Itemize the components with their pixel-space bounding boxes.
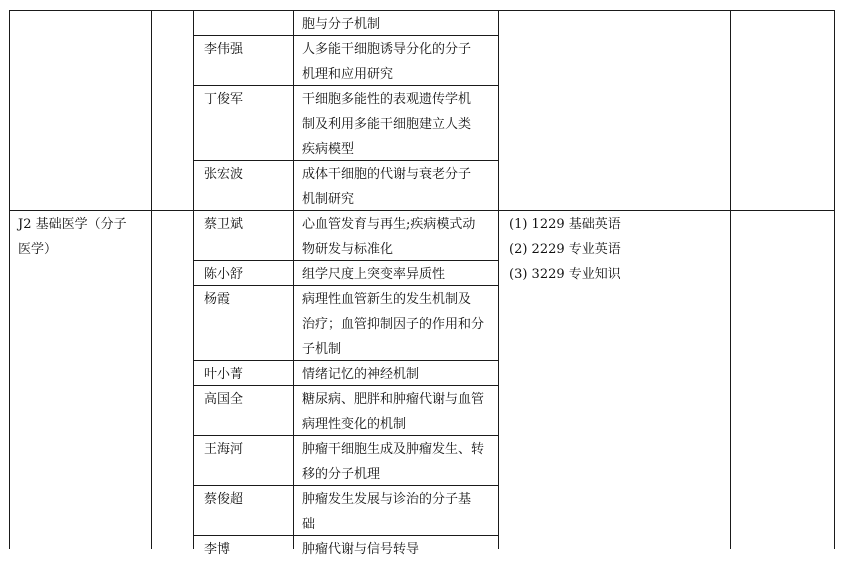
research-direction: 干细胞多能性的表观遗传学机 bbox=[302, 92, 472, 107]
teacher-name: 杨霞 bbox=[204, 292, 231, 307]
research-direction: 肿瘤发生发展与诊治的分子基 bbox=[302, 492, 472, 507]
research-direction: 机理和应用研究 bbox=[302, 67, 394, 82]
teacher-name: 王海河 bbox=[204, 442, 244, 457]
row-divider bbox=[193, 160, 499, 161]
row-divider bbox=[193, 285, 499, 286]
column-border-c1 bbox=[151, 10, 152, 549]
row-divider bbox=[193, 210, 499, 211]
column-border-left bbox=[9, 10, 10, 549]
research-direction: 制及利用多能干细胞建立人类 bbox=[302, 117, 472, 132]
teacher-name: 陈小舒 bbox=[204, 267, 244, 282]
research-direction: 组学尺度上突变率异质性 bbox=[302, 267, 446, 282]
research-direction: 病理性变化的机制 bbox=[302, 417, 407, 432]
research-direction: 础 bbox=[302, 517, 316, 532]
research-direction: 移的分子机理 bbox=[302, 467, 381, 482]
row-divider bbox=[193, 260, 499, 261]
research-direction: 肿瘤代谢与信号转导 bbox=[302, 542, 420, 557]
major-name: 医学） bbox=[18, 242, 58, 257]
row-divider bbox=[193, 360, 499, 361]
research-direction: 肿瘤干细胞生成及肿瘤发生、转 bbox=[302, 442, 485, 457]
teacher-name: 叶小菁 bbox=[204, 367, 244, 382]
row-divider bbox=[193, 535, 499, 536]
research-direction: 人多能干细胞诱导分化的分子 bbox=[302, 42, 472, 57]
research-direction: 机制研究 bbox=[302, 192, 355, 207]
teacher-name: 李伟强 bbox=[204, 42, 244, 57]
major-name: J2 基础医学（分子 bbox=[18, 217, 127, 232]
column-border-c3 bbox=[293, 10, 294, 549]
exam-subject: (2) 2229 专业英语 bbox=[509, 242, 621, 257]
research-direction: 心血管发育与再生;疾病模式动 bbox=[302, 217, 476, 232]
teacher-name: 丁俊军 bbox=[204, 92, 244, 107]
research-direction: 子机制 bbox=[302, 342, 342, 357]
row-divider bbox=[193, 35, 499, 36]
teacher-name: 高国全 bbox=[204, 392, 244, 407]
teacher-name: 蔡俊超 bbox=[204, 492, 244, 507]
research-direction: 病理性血管新生的发生机制及 bbox=[302, 292, 472, 307]
row-divider bbox=[193, 435, 499, 436]
exam-subject: (1) 1229 基础英语 bbox=[509, 217, 621, 232]
research-direction: 成体干细胞的代谢与衰老分子 bbox=[302, 167, 472, 182]
table-top-border bbox=[9, 10, 835, 11]
teacher-name: 张宏波 bbox=[204, 167, 244, 182]
research-direction: 情绪记忆的神经机制 bbox=[302, 367, 420, 382]
row-divider bbox=[193, 85, 499, 86]
column-border-right bbox=[834, 10, 835, 549]
teacher-name: 李博 bbox=[204, 542, 231, 557]
column-border-c5 bbox=[730, 10, 731, 549]
research-direction: 疾病模型 bbox=[302, 142, 355, 157]
exam-subject: (3) 3229 专业知识 bbox=[509, 267, 621, 282]
research-direction: 治疗；血管抑制因子的作用和分 bbox=[302, 317, 485, 332]
column-border-c4 bbox=[498, 10, 499, 549]
research-direction: 糖尿病、肥胖和肿瘤代谢与血管 bbox=[302, 392, 485, 407]
research-direction: 物研发与标准化 bbox=[302, 242, 394, 257]
row-divider bbox=[193, 385, 499, 386]
teacher-name: 蔡卫斌 bbox=[204, 217, 244, 232]
column-border-c2 bbox=[193, 10, 194, 549]
row-divider bbox=[193, 485, 499, 486]
research-direction: 胞与分子机制 bbox=[302, 17, 381, 32]
